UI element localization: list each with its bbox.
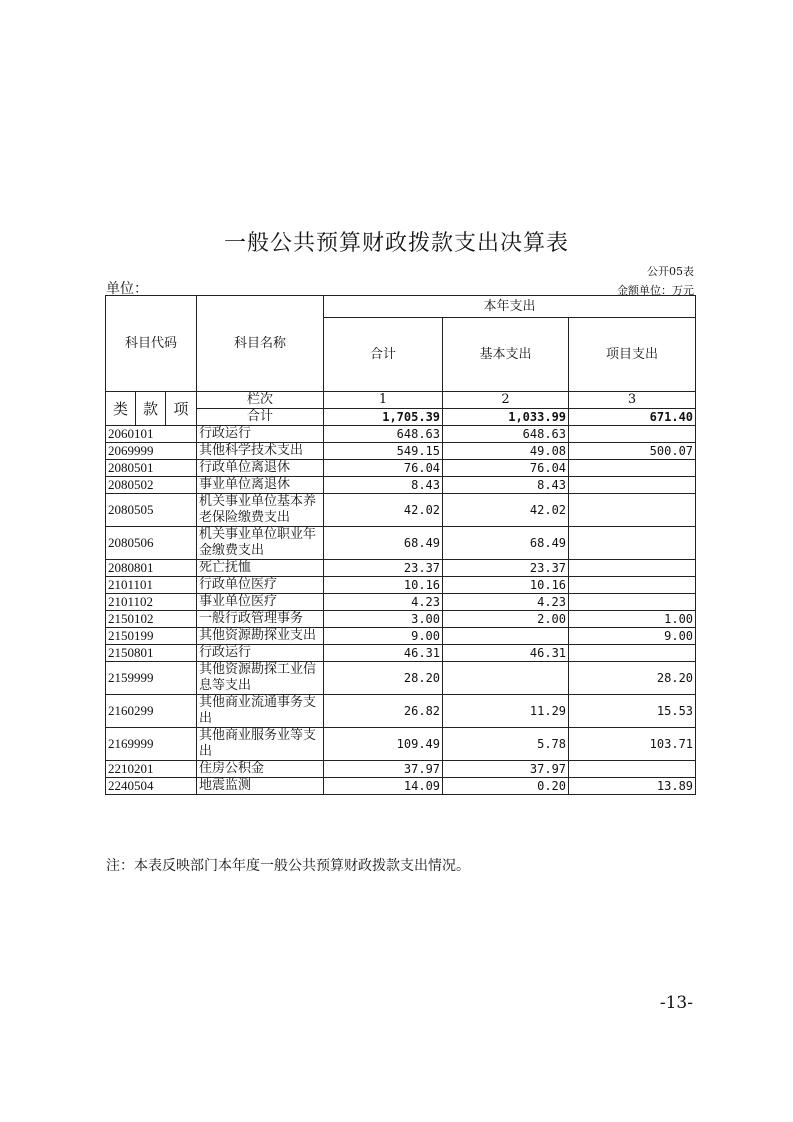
table-row [106,443,696,460]
row-code: 2080505 [106,494,197,527]
amount-unit: 金额单位：万元 [617,284,694,297]
row-name: 其他商业服务业等支出 [197,728,324,761]
row-basic: 10.16 [443,577,569,594]
row-project [569,426,696,443]
row-basic: 648.63 [443,426,569,443]
row-total: 8.43 [324,477,443,494]
row-name: 其他资源勘探业支出 [197,628,324,645]
row-code: 2150102 [106,611,197,628]
row-total: 549.15 [324,443,443,460]
total-row-label: 合计 [197,409,324,426]
row-basic: 23.37 [443,560,569,577]
row-code: 2080501 [106,460,197,477]
row-name: 地震监测 [197,778,324,795]
row-name: 机关事业单位职业年金缴费支出 [197,527,324,560]
row-project [569,460,696,477]
header-current-year: 本年支出 [324,296,696,318]
row-basic: 68.49 [443,527,569,560]
row-project [569,645,696,662]
row-project: 15.53 [569,695,696,728]
row-name: 行政运行 [197,426,324,443]
row-total: 3.00 [324,611,443,628]
row-code: 2080506 [106,527,197,560]
row-total: 4.23 [324,594,443,611]
row-total: 14.09 [324,778,443,795]
row-project [569,594,696,611]
total-row-project: 671.40 [569,409,696,426]
row-project: 500.07 [569,443,696,460]
table-row [106,645,696,662]
row-project [569,477,696,494]
row-project [569,494,696,527]
row-total: 109.49 [324,728,443,761]
row-total: 76.04 [324,460,443,477]
table-row [106,477,696,494]
row-project [569,527,696,560]
header-col3: 3 [569,392,696,409]
table-row [106,695,696,728]
row-code: 2060101 [106,426,197,443]
table-row [106,662,696,695]
row-name: 其他科学技术支出 [197,443,324,460]
row-code: 2169999 [106,728,197,761]
row-basic: 4.23 [443,594,569,611]
row-basic [443,662,569,695]
unit-label: 单位： [106,281,148,297]
row-basic: 46.31 [443,645,569,662]
row-basic: 37.97 [443,761,569,778]
row-total: 28.20 [324,662,443,695]
row-project [569,577,696,594]
expenditure-table [105,295,696,795]
row-total: 37.97 [324,761,443,778]
row-code: 2160299 [106,695,197,728]
table-row [106,527,696,560]
row-total: 648.63 [324,426,443,443]
row-basic: 11.29 [443,695,569,728]
row-name: 一般行政管理事务 [197,611,324,628]
row-total: 68.49 [324,527,443,560]
table-row [106,560,696,577]
row-total: 42.02 [324,494,443,527]
header-project: 项目支出 [569,318,696,392]
row-total: 9.00 [324,628,443,645]
row-name: 机关事业单位基本养老保险缴费支出 [197,494,324,527]
header-subject-code: 科目代码 [106,296,197,392]
row-basic: 2.00 [443,611,569,628]
row-total: 23.37 [324,560,443,577]
form-code: 公开05表 [647,265,694,278]
table-row [106,577,696,594]
row-name: 行政单位医疗 [197,577,324,594]
page-title: 一般公共预算财政拨款支出决算表 [223,231,569,256]
row-name: 行政单位离退休 [197,460,324,477]
row-code: 2159999 [106,662,197,695]
row-basic: 49.08 [443,443,569,460]
row-code: 2150199 [106,628,197,645]
row-project [569,761,696,778]
header-col2: 2 [443,392,569,409]
row-name: 住房公积金 [197,761,324,778]
row-basic: 5.78 [443,728,569,761]
table-row [106,494,696,527]
row-code: 2080801 [106,560,197,577]
table-row [106,594,696,611]
table-row [106,761,696,778]
header-item: 项 [166,392,197,426]
row-project: 13.89 [569,778,696,795]
header-col1: 1 [324,392,443,409]
row-total: 10.16 [324,577,443,594]
row-basic: 0.20 [443,778,569,795]
row-code: 2210201 [106,761,197,778]
row-name: 事业单位离退休 [197,477,324,494]
row-basic: 8.43 [443,477,569,494]
table-row [106,611,696,628]
row-project: 1.00 [569,611,696,628]
header-basic: 基本支出 [443,318,569,392]
row-basic [443,628,569,645]
table-row [106,460,696,477]
footnote: 注：本表反映部门本年度一般公共预算财政拨款支出情况。 [106,858,470,874]
row-total: 26.82 [324,695,443,728]
total-row-total: 1,705.39 [324,409,443,426]
header-section: 款 [136,392,166,426]
row-project: 28.20 [569,662,696,695]
header-subject-name: 科目名称 [197,296,324,392]
total-row-basic: 1,033.99 [443,409,569,426]
row-code: 2080502 [106,477,197,494]
row-name: 死亡抚恤 [197,560,324,577]
row-project: 9.00 [569,628,696,645]
table-row [106,728,696,761]
header-class: 类 [106,392,136,426]
row-name: 行政运行 [197,645,324,662]
table-row [106,628,696,645]
row-code: 2240504 [106,778,197,795]
row-basic: 42.02 [443,494,569,527]
row-code: 2069999 [106,443,197,460]
row-total: 46.31 [324,645,443,662]
row-project [569,560,696,577]
row-basic: 76.04 [443,460,569,477]
row-code: 2150801 [106,645,197,662]
header-total: 合计 [324,318,443,392]
table-row [106,426,696,443]
page-number: -13- [659,993,693,1013]
row-name: 其他资源勘探工业信息等支出 [197,662,324,695]
row-name: 事业单位医疗 [197,594,324,611]
table-row [106,778,696,795]
row-project: 103.71 [569,728,696,761]
row-code: 2101102 [106,594,197,611]
header-column-no: 栏次 [197,392,324,409]
row-name: 其他商业流通事务支出 [197,695,324,728]
row-code: 2101101 [106,577,197,594]
